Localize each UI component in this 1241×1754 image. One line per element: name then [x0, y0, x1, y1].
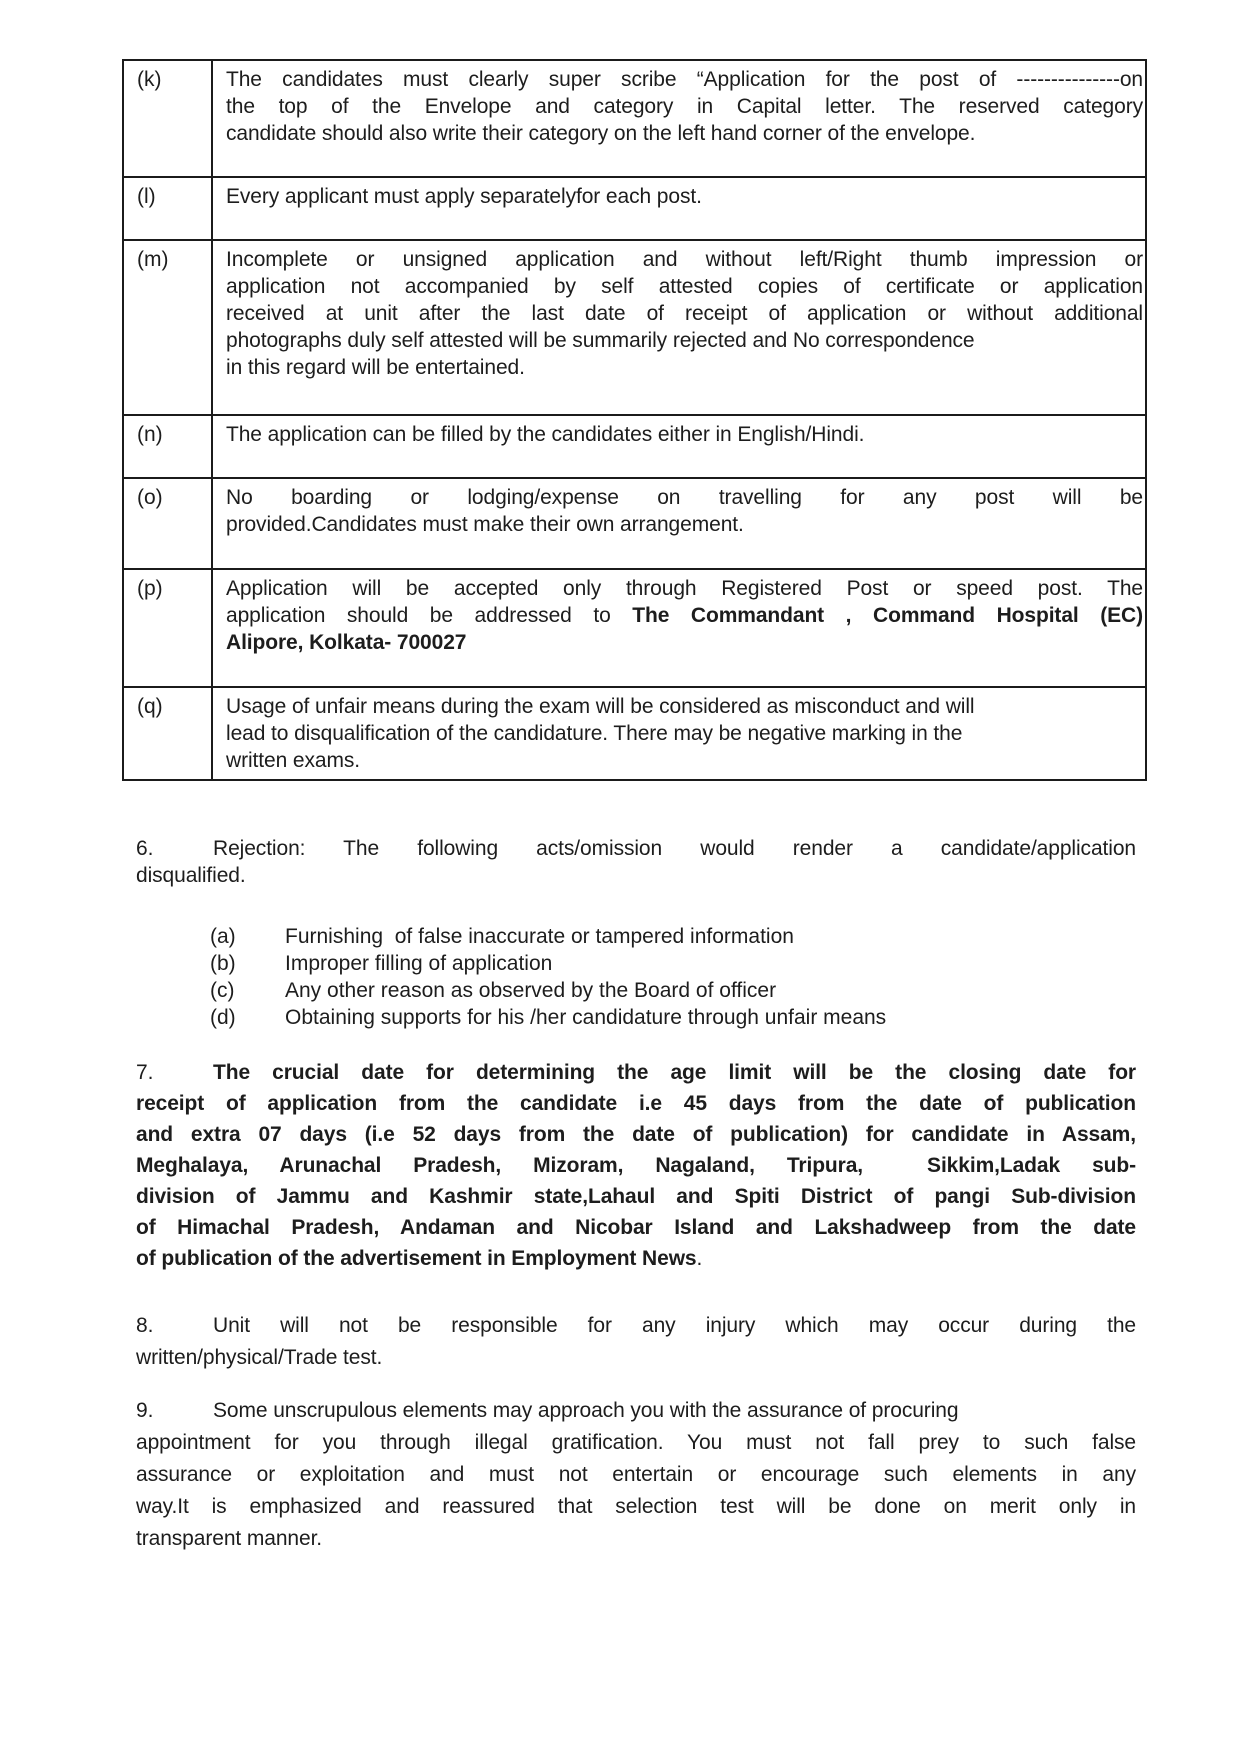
row-label: (o) — [137, 486, 163, 509]
text-segment: Application will be accepted only through Registered Post or speed post. The — [226, 577, 1143, 600]
row-label: (q) — [137, 695, 163, 718]
text-segment: The Commandant , Command Hospital (EC) — [632, 604, 1144, 627]
list-item — [210, 977, 1030, 1004]
text-line — [136, 1119, 1136, 1150]
row-label-cell — [123, 60, 212, 177]
table-row — [123, 478, 1146, 569]
paragraph-9-warning — [136, 1395, 1136, 1555]
text-line — [136, 1459, 1136, 1491]
text-segment: Every applicant must apply separatelyfor each post. — [226, 185, 702, 208]
text-line — [136, 1088, 1136, 1119]
text-segment: written exams. — [226, 749, 360, 772]
row-text-cell — [212, 687, 1146, 780]
row-label: (l) — [137, 185, 156, 208]
text-line — [226, 747, 1143, 774]
row-label: (n) — [137, 423, 163, 446]
text-segment: appointment for you through illegal gratification. You must not fall prey to such false — [136, 1431, 1136, 1454]
text-line — [226, 720, 1143, 747]
list-item-text: Improper filling of application — [285, 952, 553, 975]
text-segment: photographs duly self attested will be summarily rejected and No correspondence — [226, 329, 975, 352]
text-segment: The candidates must clearly super scribe “Application for the post of ---------------on — [226, 68, 1143, 91]
text-line — [226, 93, 1143, 120]
text-segment: transparent manner. — [136, 1527, 323, 1550]
text-line — [226, 66, 1143, 93]
list-item — [210, 923, 1030, 950]
table-row — [123, 569, 1146, 687]
text-line — [226, 183, 1143, 210]
paragraph-6-rejection — [136, 835, 1136, 889]
text-segment: Usage of unfair means during the exam will be considered as misconduct and will — [226, 695, 975, 718]
row-label-cell — [123, 478, 212, 569]
text-line — [226, 693, 1143, 720]
row-label-cell — [123, 240, 212, 415]
instructions-table-body — [123, 60, 1146, 780]
text-line — [226, 300, 1143, 327]
list-item-label: (a) — [210, 925, 236, 948]
text-segment: the top of the Envelope and category in Capital letter. The reserved category — [226, 95, 1143, 118]
text-segment: and extra 07 days (i.e 52 days from the date of publication) for candidate in Assam, — [136, 1123, 1136, 1146]
table-row — [123, 415, 1146, 478]
text-segment: received at unit after the last date of receipt of application or without additional — [226, 302, 1143, 325]
table-row — [123, 60, 1146, 177]
text-segment: Rejection: The following acts/omission would render a candidate/application — [213, 837, 1136, 860]
text-segment: in this regard will be entertained. — [226, 356, 525, 379]
text-segment: lead to disqualification of the candidature. There may be negative marking in the — [226, 722, 963, 745]
row-text-cell — [212, 415, 1146, 478]
text-line — [136, 1523, 1136, 1555]
text-segment: of Himachal Pradesh, Andaman and Nicobar Island and Lakshadweep from the date — [136, 1216, 1136, 1239]
text-line — [136, 862, 1136, 889]
text-line — [226, 575, 1143, 602]
text-segment: application not accompanied by self attested copies of certificate or application — [226, 275, 1143, 298]
row-text-cell — [212, 569, 1146, 687]
text-segment: written/physical/Trade test. — [136, 1346, 383, 1369]
list-item-label: (d) — [210, 1006, 236, 1029]
text-line — [226, 602, 1143, 629]
text-segment: Some unscrupulous elements may approach you with the assurance of procuring — [213, 1399, 959, 1422]
instructions-table — [122, 59, 1147, 781]
text-line — [226, 354, 1143, 381]
row-label: (k) — [137, 68, 162, 91]
row-text-cell — [212, 60, 1146, 177]
list-item-label: (c) — [210, 979, 235, 1002]
text-line — [226, 484, 1143, 511]
text-segment: Alipore, Kolkata- 700027 — [226, 631, 467, 654]
text-line — [136, 1212, 1136, 1243]
text-segment: way.It is emphasized and reassured that selection test will be done on merit only in — [136, 1495, 1136, 1518]
text-line — [226, 120, 1143, 147]
table-row — [123, 687, 1146, 780]
text-segment: provided.Candidates must make their own arrangement. — [226, 513, 744, 536]
text-segment: of publication of the advertisement in Employment News — [136, 1247, 697, 1270]
text-segment: The application can be filled by the candidates either in English/Hindi. — [226, 423, 865, 446]
text-segment: division of Jammu and Kashmir state,Lahaul and Spiti District of pangi Sub-division — [136, 1185, 1136, 1208]
text-segment: . — [696, 1247, 703, 1270]
text-line — [226, 629, 1143, 656]
text-line — [226, 327, 1143, 354]
text-line — [136, 1057, 1136, 1088]
row-label-cell — [123, 687, 212, 780]
row-text-cell — [212, 177, 1146, 240]
row-label: (m) — [137, 248, 169, 271]
rejection-reasons-list — [210, 923, 1030, 1031]
list-item-label: (b) — [210, 952, 236, 975]
text-segment: application should be addressed to — [226, 604, 633, 627]
paragraph-number: 7. — [136, 1061, 154, 1084]
paragraph-8-injury — [136, 1310, 1136, 1374]
text-line — [226, 273, 1143, 300]
table-row — [123, 240, 1146, 415]
text-line — [226, 246, 1143, 273]
list-item-text: Furnishing of false inaccurate or tampered information — [285, 925, 794, 948]
text-segment: disqualified. — [136, 864, 246, 887]
text-line — [136, 1310, 1136, 1342]
text-segment: The crucial date for determining the age limit will be the closing date for — [213, 1061, 1136, 1084]
text-line — [136, 1395, 1136, 1427]
paragraph-number: 8. — [136, 1314, 154, 1337]
text-line — [136, 1243, 1136, 1274]
table-row — [123, 177, 1146, 240]
text-line — [136, 835, 1136, 862]
text-segment: candidate should also write their category on the left hand corner of the envelope. — [226, 122, 976, 145]
list-item-text: Any other reason as observed by the Board of officer — [285, 979, 777, 1002]
row-label: (p) — [137, 577, 163, 600]
text-segment: assurance or exploitation and must not entertain or encourage such elements in any — [136, 1463, 1136, 1486]
paragraph-number: 6. — [136, 837, 154, 860]
row-label-cell — [123, 415, 212, 478]
text-segment: No boarding or lodging/expense on travelling for any post will be — [226, 486, 1143, 509]
text-segment: receipt of application from the candidate i.e 45 days from the date of publication — [136, 1092, 1136, 1115]
row-label-cell — [123, 569, 212, 687]
list-item — [210, 1004, 1030, 1031]
row-label-cell — [123, 177, 212, 240]
paragraph-number: 9. — [136, 1399, 154, 1422]
text-line — [136, 1427, 1136, 1459]
text-segment: Unit will not be responsible for any injury which may occur during the — [213, 1314, 1136, 1337]
list-item-text: Obtaining supports for his /her candidature through unfair means — [285, 1006, 887, 1029]
paragraph-7-crucial-date — [136, 1057, 1136, 1274]
text-line — [226, 511, 1143, 538]
text-line — [136, 1491, 1136, 1523]
text-line — [226, 421, 1143, 448]
row-text-cell — [212, 478, 1146, 569]
list-item — [210, 950, 1030, 977]
row-text-cell — [212, 240, 1146, 415]
text-line — [136, 1342, 1136, 1374]
text-segment: Incomplete or unsigned application and without left/Right thumb impression or — [226, 248, 1143, 271]
text-segment: Meghalaya, Arunachal Pradesh, Mizoram, Nagaland, Tripura, Sikkim,Ladak sub- — [136, 1154, 1136, 1177]
text-line — [136, 1150, 1136, 1181]
text-line — [136, 1181, 1136, 1212]
